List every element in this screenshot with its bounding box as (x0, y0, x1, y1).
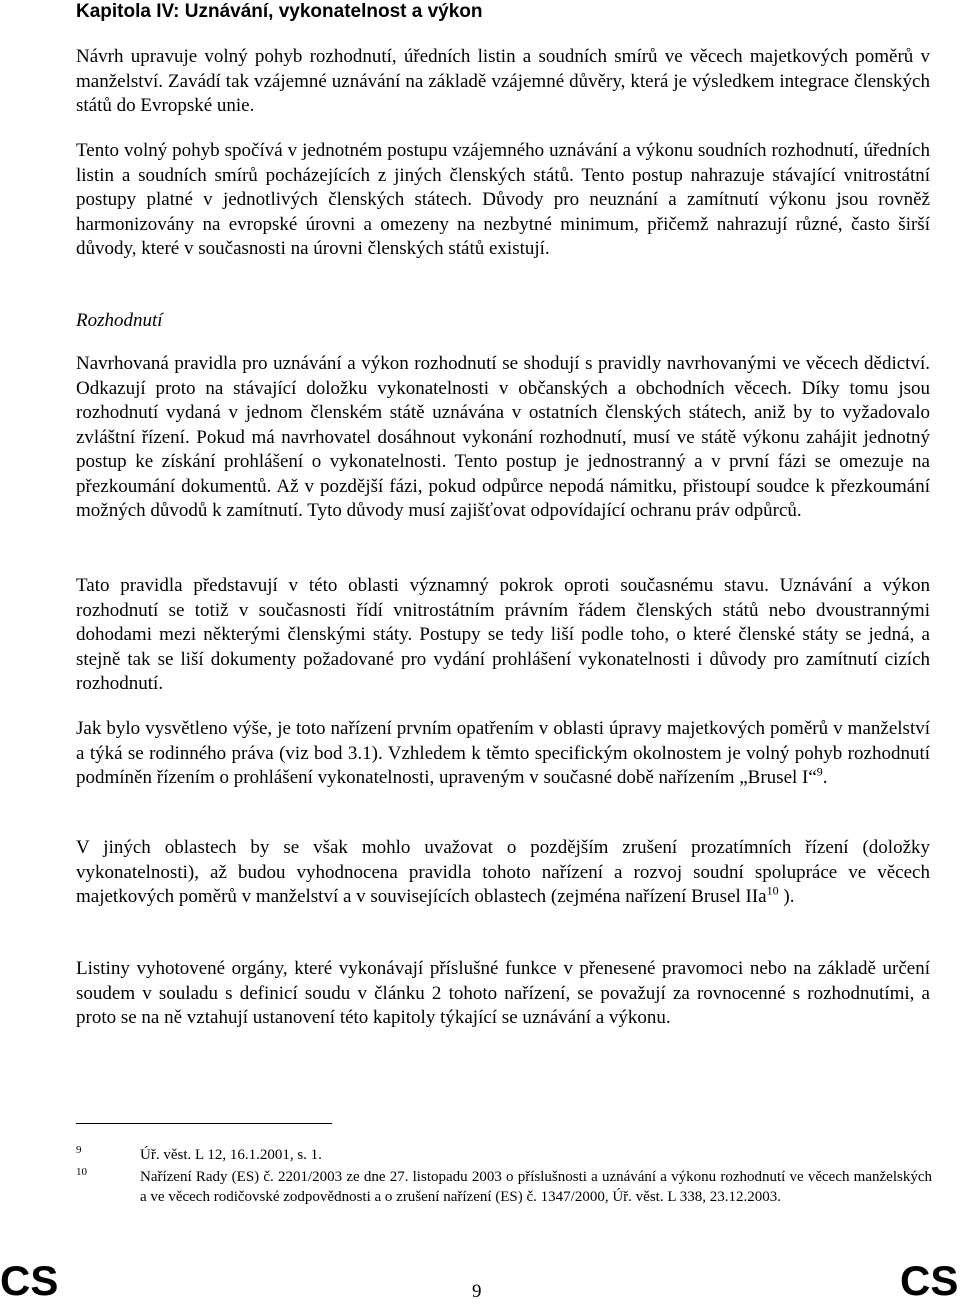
paragraph-3: Navrhovaná pravidla pro uznávání a výkon rozhodnutí se shodují s pravidly navrhovanými ve věcech dědictví. Odkazují proto na stávající doložku vykonatelnosti v občanských a obchodních věcech. Díky tomu jsou rozhodnutí vydaná v jednom členském státě uznávána v ostatních členských státech, aniž by to vyžadovalo zvláštní řízení. Pokud má navrhovatel dosáhnout vykonání rozhodnutí, musí ve státě výkonu zahájit jednotný postup ke získání prohlášení o vykonatelnosti. Tento postup je jednostranný a v první fázi se omezuje na přezkoumání dokumentů. Až v pozdější fázi, pokud odpůrce nepodá námitku, přistoupí soudce k přezkoumání možných důvodů k zamítnutí. Tyto důvody musí zajišťovat odpovídající ochranu práv odpůrců. (76, 353, 930, 521)
page-number: 9 (472, 1281, 482, 1302)
footnote-ref-9[interactable]: 9 (816, 764, 823, 779)
language-code-left: CS (0, 1257, 59, 1304)
paragraph-6-end: ). (778, 886, 795, 907)
paragraph-6 (76, 836, 930, 910)
section-title: Kapitola IV: Uznávání, vykonatelnost a výkon (76, 1, 483, 22)
subheading-rozhodnuti: Rozhodnutí (76, 310, 163, 331)
footnote-number: 9 (76, 1144, 82, 1156)
footnote-divider (76, 1123, 332, 1124)
paragraph-6-text: V jiných oblastech by se však mohlo uvažovat o pozdějším zrušení prozatímních řízení (doložky vykonatelnosti), až budou vyhodnocena pravidla tohoto nařízení a rozvoj soudní spolupráce ve věcech majetkových poměrů v manželství a v souvisejících oblastech (zejména nařízení Brusel IIa (76, 837, 930, 907)
paragraph-4: Tato pravidla představují v této oblasti významný pokrok oproti současnému stavu. Uznávání a výkon rozhodnutí se totiž v současnosti řídí vnitrostátním právním řádem členských států nebo dvoustrannými dohodami mezi některými členskými státy. Postupy se tedy liší podle toho, o které členské státy se jedná, a stejně tak se liší dokumenty požadované pro vydání prohlášení vykonatelnosti i důvody pro zamítnutí cizích rozhodnutí. (76, 575, 930, 694)
paragraph-7: Listiny vyhotovené orgány, které vykonávají příslušné funkce v přenesené pravomoci nebo na základě určení soudem v souladu s definicí soudu v článku 2 tohoto nařízení, se považují za rovnocenné s rozhodnutími, a proto se na ně vztahují ustanovení této kapitoly týkající se uznávání a výkonu. (76, 958, 930, 1028)
paragraph-2: Tento volný pohyb spočívá v jednotném postupu vzájemného uznávání a výkonu soudních rozhodnutí, úředních listin a soudních smírů pocházejících z jiných členských států. Tento postup nahrazuje stávající vnitrostátní postupy platné v jednotlivých členských státech. Důvody pro neuznání a zamítnutí výkonu jsou rovněž harmonizovány na evropské úrovni a omezeny na nezbytné minimum, přičemž nahrazují různé, často širší důvody, které v současnosti na úrovni členských států existují. (76, 140, 930, 259)
footnote-ref-10[interactable]: 10 (766, 883, 779, 898)
paragraph-5-end: . (822, 767, 828, 788)
paragraph-5 (76, 717, 930, 791)
paragraph-1: Návrh upravuje volný pohyb rozhodnutí, úředních listin a soudních smírů ve věcech majetkových poměrů v manželství. Zavádí tak vzájemné uznávání na základě vzájemné důvěry, která je výsledkem integrace členských států do Evropské unie. (76, 46, 930, 116)
footnote-text: Nařízení Rady (ES) č. 2201/2003 ze dne 27. listopadu 2003 o příslušnosti a uznávání a výkonu rozhodnutí ve věcech manželských a ve věcech rodičovské zodpovědnosti a o zrušení nařízení (ES) č. 1347/2000, Úř. věst. L 338, 23.12.2003. (140, 1169, 932, 1205)
paragraph-5-text: Jak bylo vysvětleno výše, je toto nařízení prvním opatřením v oblasti úpravy majetkových poměrů v manželství a týká se rodinného práva (viz bod 3.1). Vzhledem k těmto specifickým okolnostem je volný pohyb rozhodnutí podmíněn řízením o prohlášení vykonatelnosti, upraveným v současné době nařízením „Brusel I“ (76, 718, 930, 788)
section-heading (76, 0, 483, 24)
footnote-number: 10 (76, 1166, 87, 1178)
footnote-text: Úř. věst. L 12, 16.1.2001, s. 1. (140, 1147, 322, 1163)
language-code-right: CS (900, 1257, 959, 1304)
